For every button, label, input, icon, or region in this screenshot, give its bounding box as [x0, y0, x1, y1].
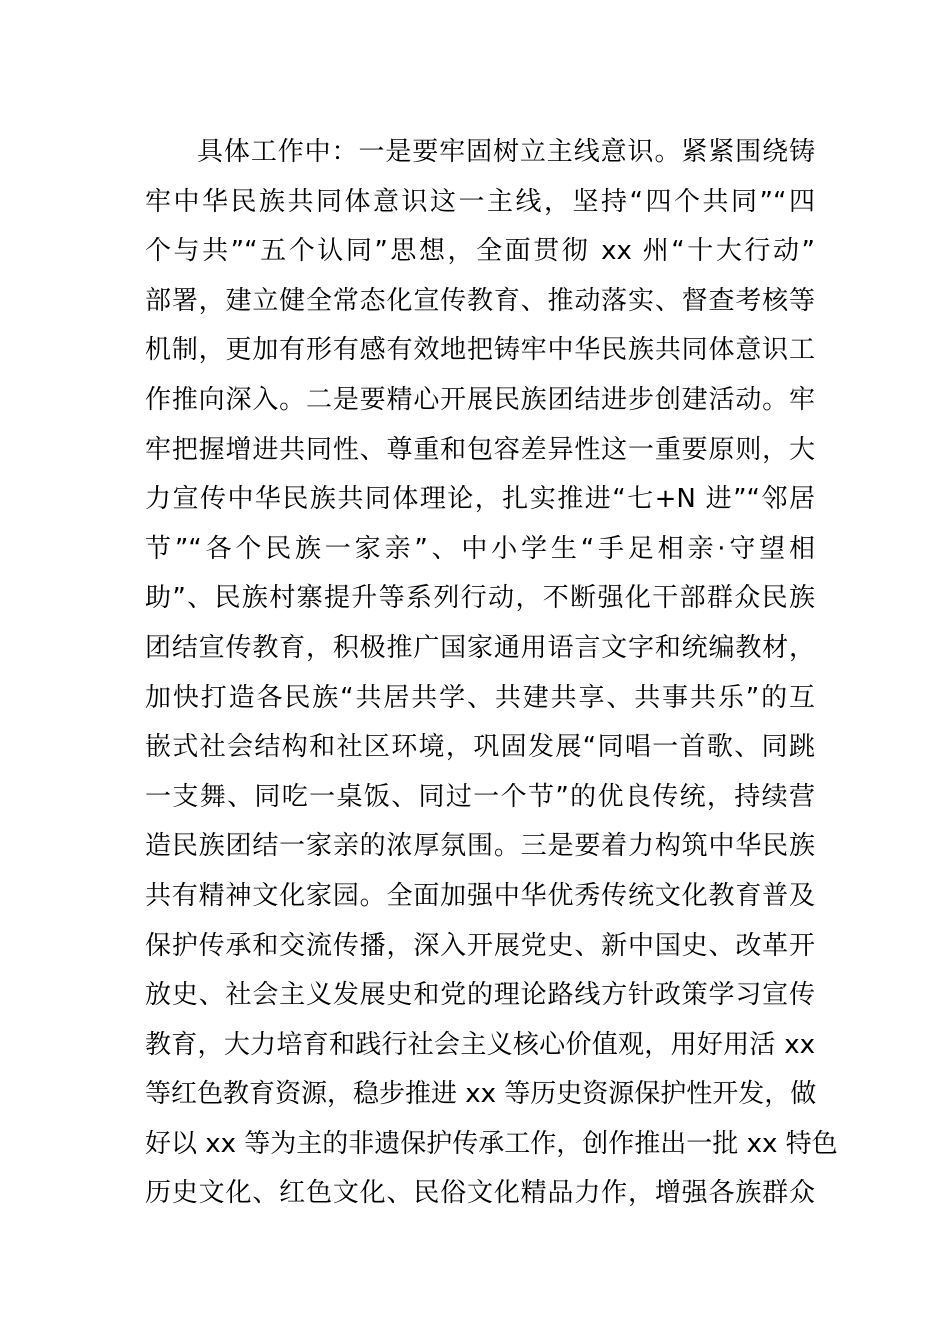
- paragraph-line: 一支舞、同吃一桌饭、同过一个节”的优良传统，持续营: [145, 781, 815, 812]
- paragraph-line: 部署，建立健全常态化宣传教育、推动落实、督查考核等: [145, 285, 815, 316]
- paragraph-line: 力宣传中华民族共同体理论，扎实推进“七+N 进”“邻居: [145, 484, 815, 515]
- paragraph-line: 共有精神文化家园。全面加强中华优秀传统文化教育普及: [145, 880, 815, 911]
- paragraph-line: 造民族团结一家亲的浓厚氛围。三是要着力构筑中华民族: [145, 831, 815, 862]
- paragraph-line: 教育，大力培育和践行社会主义核心价值观，用好用活 xx: [145, 1029, 815, 1060]
- paragraph-line: 历史文化、红色文化、民俗文化精品力作，增强各族群众: [145, 1178, 815, 1209]
- paragraph-line: 加快打造各民族“共居共学、共建共享、共事共乐”的互: [145, 682, 815, 713]
- paragraph-line: 作推向深入。二是要精心开展民族团结进步创建活动。牢: [145, 384, 815, 415]
- paragraph-line: 具体工作中：一是要牢固树立主线意识。紧紧围绕铸: [197, 137, 815, 167]
- paragraph-line: 放史、社会主义发展史和党的理论路线方针政策学习宣传: [145, 980, 815, 1011]
- paragraph-line: 团结宣传教育，积极推广国家通用语言文字和统编教材，: [145, 632, 815, 663]
- paragraph-line: 机制，更加有形有感有效地把铸牢中华民族共同体意识工: [145, 335, 815, 366]
- paragraph-line: 个与共”“五个认同”思想，全面贯彻 xx 州“十大行动”: [145, 236, 815, 267]
- body-paragraph: [145, 128, 838, 1219]
- paragraph-line: 保护传承和交流传播，深入开展党史、新中国史、改革开: [145, 930, 815, 961]
- paragraph-line: 助”、民族村寨提升等系列行动，不断强化干部群众民族: [145, 583, 815, 614]
- paragraph-line: 牢中华民族共同体意识这一主线，坚持“四个共同”“四: [145, 186, 815, 217]
- paragraph-line: 牢把握增进共同性、尊重和包容差异性这一重要原则，大: [145, 434, 815, 465]
- paragraph-line: 好以 xx 等为主的非遗保护传承工作，创作推出一批 xx 特色: [145, 1128, 838, 1159]
- paragraph-line: 节”“各个民族一家亲”、中小学生“手足相亲·守望相: [145, 533, 815, 564]
- paragraph-line: 等红色教育资源，稳步推进 xx 等历史资源保护性开发，做: [145, 1079, 817, 1110]
- paragraph-line: 嵌式社会结构和社区环境，巩固发展“同唱一首歌、同跳: [145, 732, 815, 763]
